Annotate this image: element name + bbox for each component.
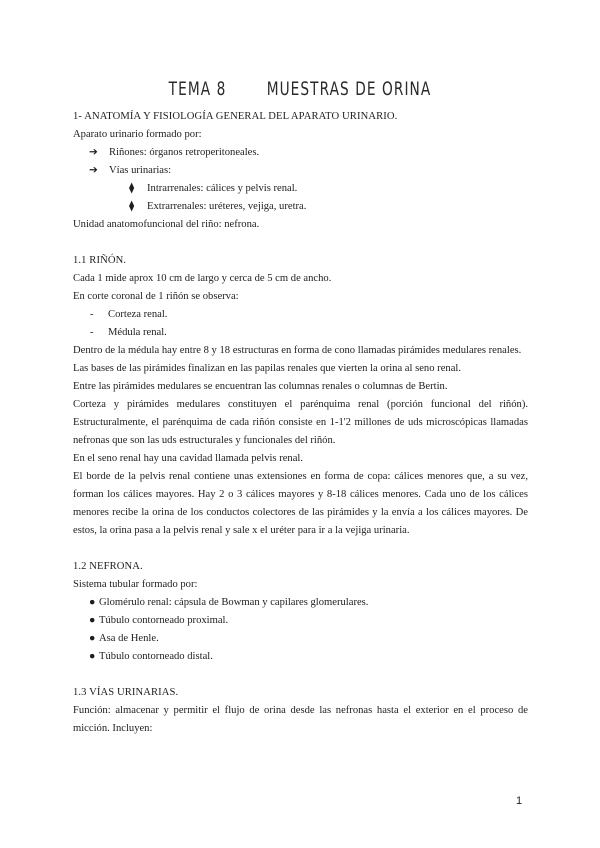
page-title — [84, 78, 516, 100]
paragraph: En el seno renal hay una cavidad llamada pelvis renal. — [73, 453, 304, 464]
dot-list-item: ● Glomérulo renal: cápsula de Bowman y capilares glomerulares. — [73, 594, 528, 612]
diamond-bullet-icon: ⧫ — [129, 183, 135, 194]
dot-list-item: ● Asa de Henle. — [73, 630, 528, 648]
diamond-list-item: ⧫ Intrarrenales: cálices y pelvis renal. — [73, 180, 528, 198]
arrow-bullet-icon: ➔ — [89, 165, 98, 176]
paragraph: Entre las pirámides medulares se encuentran las columnas renales o columnas de Bertin. — [73, 381, 448, 392]
paragraph: Dentro de la médula hay entre 8 y 18 estructuras en forma de cono llamadas pirámides medulares renales. — [73, 345, 522, 356]
section13-heading: 1.3 VÍAS URINARIAS. — [73, 687, 179, 698]
arrow-list-item: ➔ Vías urinarias: — [73, 162, 528, 180]
paragraph: Función: almacenar y permitir el flujo de orina desde las nefronas hasta el exterior en el proceso de micción. Incluyen: — [73, 705, 528, 734]
bullet-dot-icon: ● — [89, 597, 96, 608]
diamond-list-item: ⧫ Extrarrenales: uréteres, vejiga, uretra. — [73, 198, 528, 216]
page-number: 1 — [516, 795, 523, 807]
dot-list-item: ● Túbulo contorneado distal. — [73, 648, 528, 666]
functional-unit-text: Unidad anatomofuncional del riño: nefrona. — [73, 219, 260, 230]
section12-heading: 1.2 NEFRONA. — [73, 561, 143, 572]
document-body — [73, 108, 528, 738]
arrow-list-item: ➔ Riñones: órganos retroperitoneales. — [73, 144, 528, 162]
bullet-dot-icon: ● — [89, 651, 96, 662]
dash-bullet: - — [90, 327, 94, 338]
dash-list-item: - Médula renal. — [73, 324, 528, 342]
diamond-bullet-icon: ⧫ — [129, 201, 135, 212]
dot-list-item: ● Túbulo contorneado proximal. — [73, 612, 528, 630]
nephron-intro: Sistema tubular formado por: — [73, 579, 198, 590]
coronal-cut-text: En corte coronal de 1 riñón se observa: — [73, 291, 239, 302]
title-subject: MUESTRAS DE ORINA — [266, 78, 432, 100]
kidney-size-text: Cada 1 mide aprox 10 cm de largo y cerca de 5 cm de ancho. — [73, 273, 332, 284]
paragraph: Corteza y pirámides medulares constituyen el parénquima renal (porción funcional del riñón). Estructuralmente, el parénquima de cada riñón consiste en 1-1'2 millones de uds microscópicas llamadas nefronas que son las uds estructurales y funcionales del riñón. — [73, 399, 528, 446]
dash-list-item: - Corteza renal. — [73, 306, 528, 324]
title-topic: TEMA 8 — [168, 78, 227, 100]
bullet-dot-icon: ● — [89, 633, 96, 644]
section11-heading: 1.1 RIÑÓN. — [73, 255, 127, 266]
arrow-bullet-icon: ➔ — [89, 147, 98, 158]
bullet-dot-icon: ● — [89, 615, 96, 626]
paragraph: El borde de la pelvis renal contiene unas extensiones en forma de copa: cálices menores que, a su vez, forman los cálices mayores. Hay 2 o 3 cálices mayores y 8-18 cálices menores. Cada uno de los cálices menores recibe la orina de los conductos colectores de las pirámides y la envía a los cálices mayores. De estos, la orina pasa a la pelvis renal y sale x el uréter para ir a la vejiga urinaria. — [73, 471, 528, 536]
paragraph: Las bases de las pirámides finalizan en las papilas renales que vierten la orina al seno renal. — [73, 363, 461, 374]
section1-heading: 1- ANATOMÍA Y FISIOLOGÍA GENERAL DEL APARATO URINARIO. — [73, 111, 398, 122]
dash-bullet: - — [90, 309, 94, 320]
section1-intro: Aparato urinario formado por: — [73, 129, 202, 140]
